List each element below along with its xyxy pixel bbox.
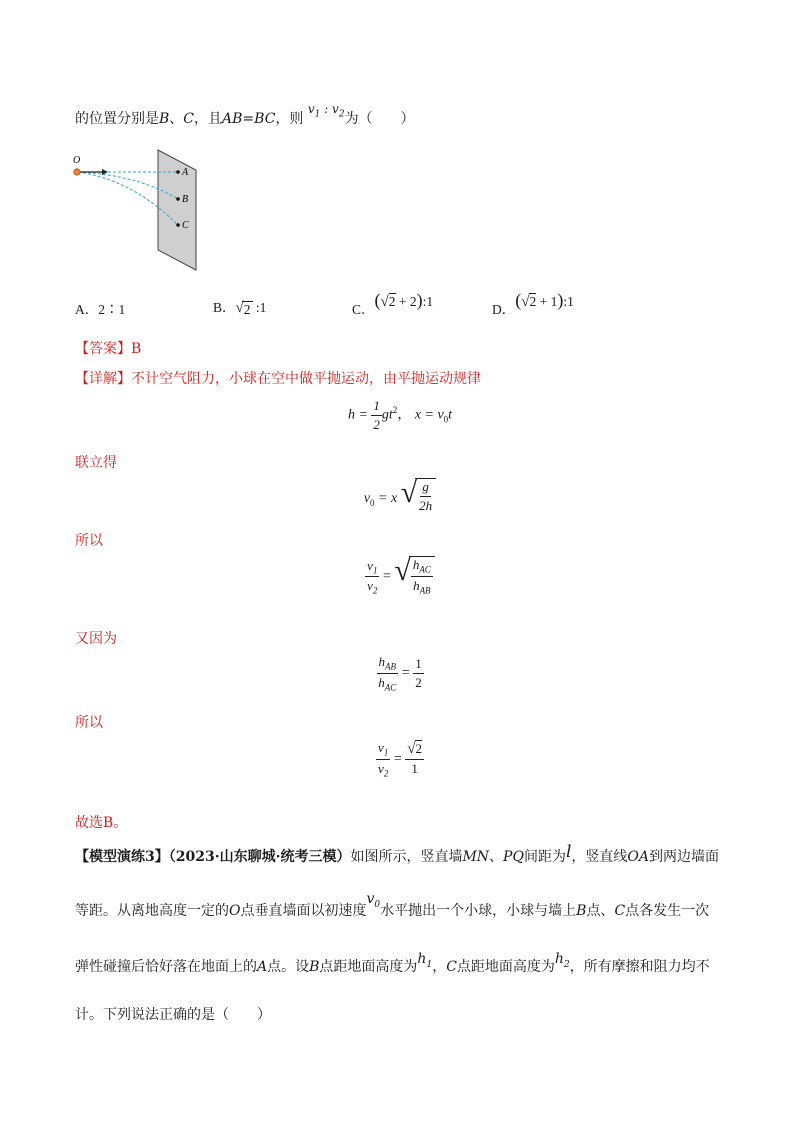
- sqrt-symbol: √ 2: [235, 300, 251, 317]
- ball-origin: [74, 169, 80, 175]
- text: v: [378, 740, 384, 755]
- fraction: $\frac{√2}{1}$: [407, 741, 422, 777]
- equation-2: [0, 478, 800, 514]
- choice-b[interactable]: [213, 296, 266, 318]
- text: 为（ ）: [344, 111, 415, 127]
- text: 2: [415, 741, 422, 757]
- text: 2: [563, 959, 570, 970]
- point-c: [176, 223, 180, 227]
- text: D．: [492, 302, 516, 317]
- text: v: [366, 891, 375, 907]
- text: 弹性碰撞后恰好落在地面上的: [75, 959, 257, 975]
- text: 1: [426, 959, 433, 970]
- text: h: [417, 951, 427, 967]
- combine-label: 联立得: [75, 455, 117, 471]
- text: AC: [419, 564, 431, 575]
- text: 2: [338, 109, 345, 120]
- text: h: [554, 951, 564, 967]
- text: 2: [415, 674, 422, 690]
- text: + 2: [395, 294, 417, 309]
- label-c: C: [182, 220, 189, 231]
- next-problem-line-2: [75, 891, 710, 922]
- text: 间距为: [523, 849, 566, 865]
- text: 1: [314, 109, 321, 120]
- text: 2: [529, 294, 537, 309]
- text: v: [378, 760, 384, 776]
- label-a: A: [182, 167, 189, 178]
- text: g: [420, 479, 431, 497]
- text: 等距。从离地高度一定的: [75, 903, 229, 919]
- projectile-wall-figure: [68, 145, 208, 275]
- conclusion: 故选B。: [75, 815, 128, 831]
- fraction: [413, 656, 424, 691]
- text: 0: [443, 414, 449, 425]
- text: AC: [384, 682, 397, 693]
- text: PQ: [503, 849, 524, 865]
- text: 2: [383, 768, 389, 779]
- text: B: [309, 959, 320, 975]
- text: x = v: [414, 407, 444, 423]
- text: 点。设: [267, 959, 310, 975]
- text: 的位置分别是: [75, 111, 159, 127]
- text: C: [614, 903, 626, 919]
- text: 0: [370, 497, 375, 508]
- text: h: [378, 654, 386, 669]
- text: B: [159, 111, 170, 127]
- text: A: [257, 959, 268, 975]
- question-tail: [75, 102, 415, 129]
- fraction: [371, 398, 382, 433]
- equation-1: [0, 398, 800, 433]
- next-problem-line-1: [75, 842, 719, 866]
- text: 、: [169, 111, 184, 127]
- text: 1: [383, 747, 389, 758]
- text: 点距地面高度为: [456, 959, 555, 975]
- text: MN: [462, 849, 490, 865]
- text: =: [382, 569, 391, 584]
- sqrt-symbol: √ $\frac{g}{2h}$: [401, 478, 436, 514]
- text: B: [576, 903, 587, 919]
- text: t: [448, 407, 453, 423]
- text: C．: [352, 302, 375, 317]
- text: ，所有摩擦和阻力均不: [569, 959, 710, 975]
- so-label-1: 所以: [75, 533, 103, 549]
- text: v: [332, 102, 339, 116]
- text: :1: [563, 294, 574, 309]
- fraction: [365, 558, 379, 596]
- text: h: [378, 674, 385, 690]
- ratio-v1-v2: [307, 102, 345, 120]
- text: 2: [243, 302, 251, 317]
- text: :: [320, 102, 333, 116]
- text: v: [307, 102, 315, 116]
- text: 到两边墙面: [648, 849, 719, 865]
- text: AB=BC: [222, 111, 276, 127]
- text: 2: [392, 405, 398, 416]
- equation-4: [0, 654, 800, 692]
- wall-plane: [158, 150, 196, 270]
- detail-label: 【详解】不计空气阻力，小球在空中做平抛运动，由平抛运动规律: [75, 371, 481, 387]
- text: 2: [373, 417, 380, 432]
- text: AB: [385, 661, 397, 672]
- text: OA: [627, 849, 649, 865]
- text: h: [413, 577, 420, 593]
- text: ，: [397, 407, 412, 423]
- text: l: [565, 842, 572, 862]
- text: 2: [372, 585, 378, 596]
- text: + 1: [536, 294, 558, 309]
- so-label-2: 所以: [75, 715, 103, 731]
- text: ，竖直线: [571, 849, 628, 865]
- point-a: [176, 170, 180, 174]
- text: 点距地面高度为: [319, 959, 418, 975]
- equation-5: [0, 740, 800, 778]
- text: 0: [374, 899, 381, 910]
- text: = x: [374, 491, 398, 506]
- text: v: [363, 491, 371, 506]
- label-b: B: [182, 194, 189, 205]
- text: C: [446, 959, 457, 975]
- answer-label: 【答案】B: [75, 341, 142, 357]
- text: =: [401, 665, 410, 681]
- text: 1: [413, 656, 424, 674]
- choice-c[interactable]: C．(√2 + 2):1: [352, 290, 434, 317]
- text: 点、: [586, 903, 615, 919]
- text: 、: [489, 849, 504, 865]
- problem-tag: 【模型演练3】（2023·山东聊城·统考三模）: [75, 849, 351, 865]
- label-o: O: [73, 155, 81, 166]
- text: ，且: [194, 111, 223, 127]
- text: B．: [213, 300, 236, 315]
- text: O: [229, 903, 241, 919]
- text: 1: [372, 565, 378, 576]
- text: h =: [347, 407, 368, 423]
- next-problem-line-3: [75, 951, 710, 978]
- text: 1: [411, 761, 418, 777]
- text: 点垂直墙面以初速度: [240, 903, 367, 919]
- text: AB: [419, 585, 431, 596]
- equation-3: [0, 556, 800, 596]
- text: =: [393, 751, 402, 767]
- text: :1: [422, 294, 434, 309]
- choice-d[interactable]: D．(√2 + 1):1: [492, 290, 574, 317]
- because-label: 又因为: [75, 631, 117, 647]
- text: ，: [432, 959, 447, 975]
- choice-a[interactable]: A．2∶1: [75, 302, 126, 317]
- text: h: [412, 557, 420, 572]
- text: ，则: [275, 111, 304, 127]
- text: v: [367, 578, 373, 594]
- text: 水平抛出一个小球，小球与墙上: [380, 903, 577, 919]
- text: C: [183, 111, 195, 127]
- text: gt: [381, 407, 393, 423]
- sqrt-symbol: √ $\frac{h_{AC}}{h_{AB}}$: [394, 556, 434, 595]
- text: 如图所示，竖直墙: [350, 849, 463, 865]
- fraction: [376, 740, 390, 778]
- text: 1: [371, 398, 382, 416]
- point-b: [176, 197, 180, 201]
- text: 点各发生一次: [625, 903, 710, 919]
- text: :1: [252, 300, 267, 315]
- fraction: [376, 654, 398, 692]
- text: v: [367, 557, 373, 573]
- next-problem-line-4: 计。下列说法正确的是（ ）: [75, 1007, 271, 1023]
- text: 2h: [419, 498, 433, 513]
- text: 2: [388, 294, 396, 309]
